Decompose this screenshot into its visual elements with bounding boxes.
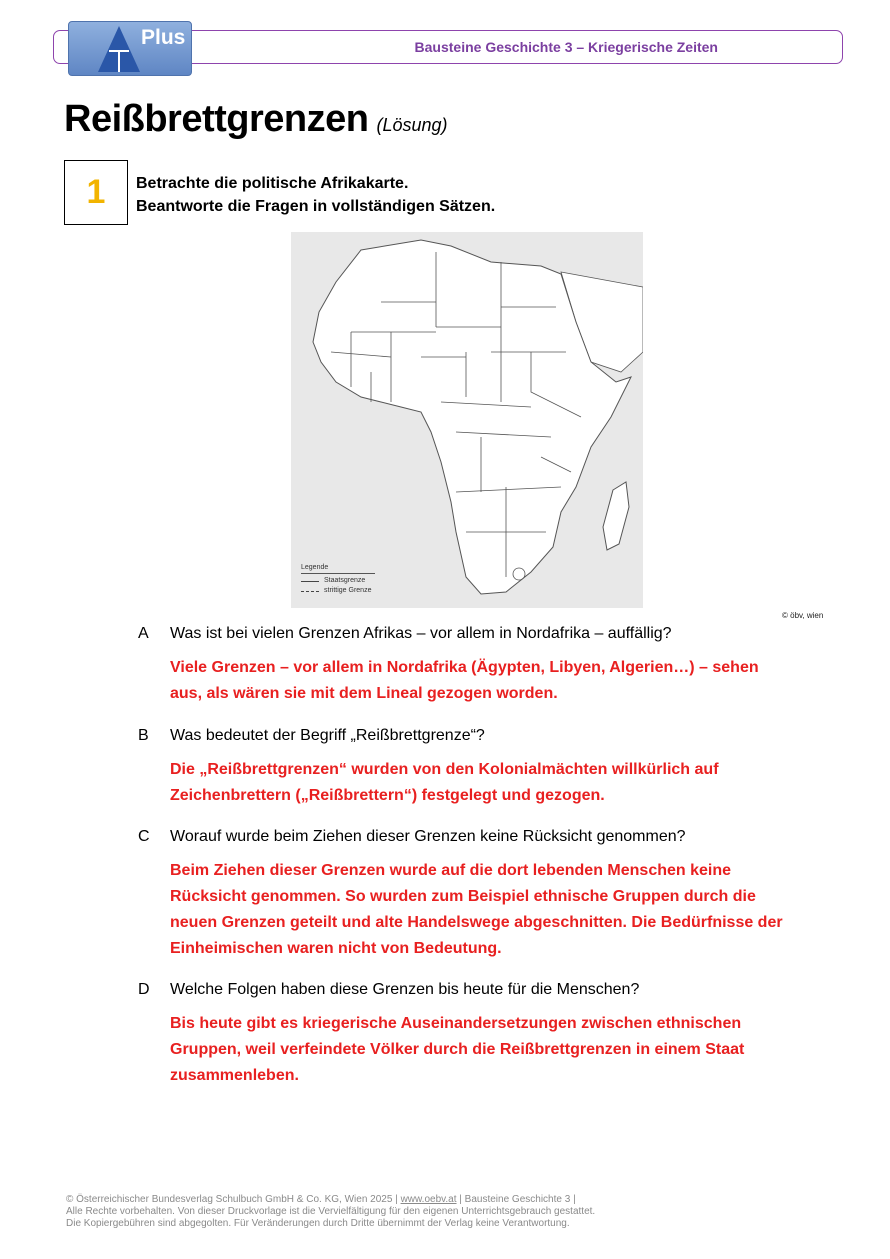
question-letter: C xyxy=(138,828,150,845)
header-title: Bausteine Geschichte 3 – Kriegerische Zeiten xyxy=(414,39,718,55)
page-subtitle: (Lösung) xyxy=(376,115,448,135)
answer-line: aus, als wären sie mit dem Lineal gezogen worden. xyxy=(170,685,558,702)
question-text: Was ist bei vielen Grenzen Afrikas – vor allem in Nordafrika – auffällig? xyxy=(170,625,672,642)
answer-line: Die „Reißbrettgrenzen“ wurden von den Kolonialmächten willkürlich auf xyxy=(170,761,719,778)
question-text: Welche Folgen haben diese Grenzen bis heute für die Menschen? xyxy=(170,981,640,998)
task-number-box: 1 xyxy=(64,160,128,225)
dashed-line-icon xyxy=(301,591,319,592)
solid-line-icon xyxy=(301,581,319,582)
footer-line xyxy=(66,1194,595,1206)
legend-label: strittige Grenze xyxy=(324,587,372,594)
answer-line: Bis heute gibt es kriegerische Auseinandersetzungen zwischen ethnischen xyxy=(170,1015,742,1032)
answer-line: Zeichenbrettern („Reißbrettern“) festgelegt und gezogen. xyxy=(170,787,605,804)
question-letter: A xyxy=(138,625,149,642)
legend-title: Legende xyxy=(301,563,375,574)
question-letter: B xyxy=(138,727,149,744)
footer-copyright: © Österreichischer Bundesverlag Schulbuch GmbH & Co. KG, Wien 2025 | xyxy=(66,1194,401,1205)
footer-series: | Bausteine Geschichte 3 | xyxy=(456,1194,576,1205)
answer-line: Einheimischen waren nicht von Bedeutung. xyxy=(170,940,502,957)
legend-item xyxy=(301,576,375,586)
footer-line: Alle Rechte vorbehalten. Von dieser Druckvorlage ist die Vervielfältigung für den eigenen Unterrichtsgebrauch gestattet. xyxy=(66,1206,596,1217)
answer-text xyxy=(170,757,719,809)
map-credit: © öbv, wien xyxy=(782,611,824,620)
question-text: Worauf wurde beim Ziehen dieser Grenzen keine Rücksicht genommen? xyxy=(170,828,686,845)
page-title xyxy=(64,98,448,141)
page-title-text: Reißbrettgrenzen xyxy=(64,98,369,140)
plus-logo xyxy=(68,21,192,76)
task-instructions xyxy=(136,172,495,218)
answer-text xyxy=(170,655,759,707)
legend-item xyxy=(301,586,375,596)
africa-map xyxy=(291,232,643,608)
answer-text xyxy=(170,1011,744,1089)
logo-text: Plus xyxy=(141,26,186,49)
instruction-line: Betrachte die politische Afrikakarte. xyxy=(136,175,409,192)
answer-line: Beim Ziehen dieser Grenzen wurde auf die dort lebenden Menschen keine xyxy=(170,862,732,879)
publisher-link[interactable]: www.oebv.at xyxy=(400,1194,457,1205)
triangle-logo-icon xyxy=(97,24,141,74)
answer-line: zusammenleben. xyxy=(170,1067,299,1084)
africa-map-drawing xyxy=(291,232,643,608)
footer xyxy=(66,1194,595,1230)
answer-line: neuen Grenzen geteilt und alte Handelswege abgeschnitten. Die Bedürfnisse der xyxy=(170,914,783,931)
question-text: Was bedeutet der Begriff „Reißbrettgrenze“? xyxy=(170,727,485,744)
answer-line: Rücksicht genommen. So wurden zum Beispiel ethnische Gruppen durch die xyxy=(170,888,756,905)
legend-label: Staatsgrenze xyxy=(324,577,366,584)
question-letter: D xyxy=(138,981,150,998)
answer-line: Viele Grenzen – vor allem in Nordafrika (Ägypten, Libyen, Algerien…) – sehen xyxy=(170,659,759,676)
answer-line: Gruppen, weil verfeindete Völker durch die Reißbrettgrenzen in einem Staat xyxy=(170,1041,745,1058)
footer-line: Die Kopiergebühren sind abgegolten. Für Veränderungen durch Dritte übernimmt der Verlag keine Verantwortung. xyxy=(66,1218,570,1229)
map-legend xyxy=(301,563,375,596)
instruction-line: Beantworte die Fragen in vollständigen Sätzen. xyxy=(136,198,496,215)
answer-text xyxy=(170,858,783,962)
